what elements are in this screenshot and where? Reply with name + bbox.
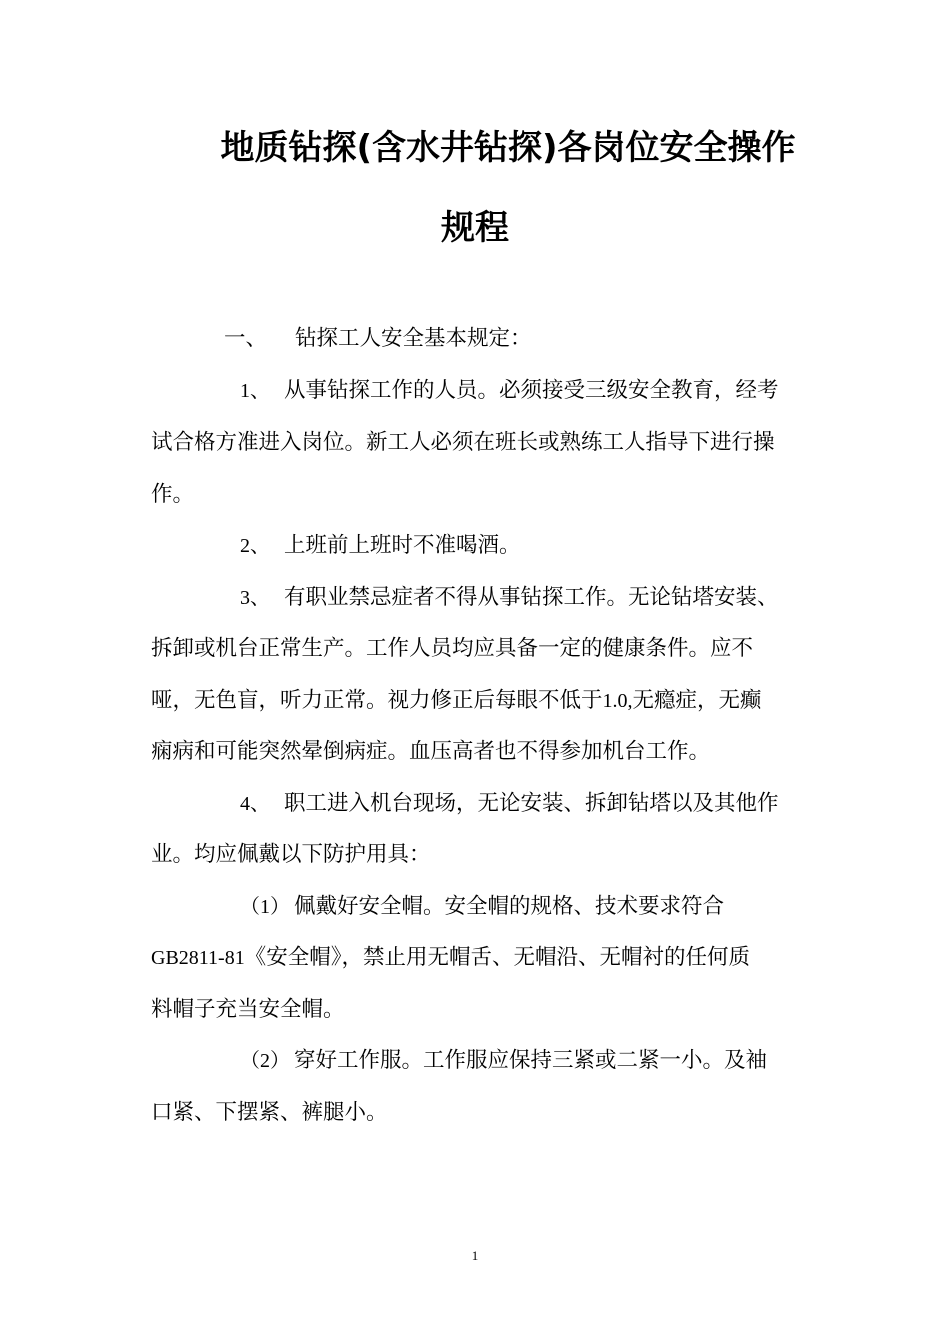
item-4-number: 4、 xyxy=(240,793,270,815)
item-1-line-2: 试合格方准进入岗位。新工人必须在班长或熟练工人指导下进行操 xyxy=(151,430,775,455)
document-title-line-1: 地质钻探(含水井钻探)各岗位安全操作 xyxy=(220,128,796,168)
sub-item-1-number: （1） xyxy=(240,896,290,918)
document-title-line-2: 规程 xyxy=(441,208,509,248)
sub-item-2-number: （2） xyxy=(240,1050,290,1072)
item-3-number: 3、 xyxy=(240,587,270,609)
item-3-vision-value: 1.0, xyxy=(602,690,633,712)
item-2-line-1 xyxy=(240,531,521,561)
item-3-line-3-part-c: 无瘾症，无癫 xyxy=(632,688,762,713)
sub-item-1-line-2-text: 《安全帽》，禁止用无帽舌、无帽沿、无帽衬的任何质 xyxy=(244,945,750,970)
item-3-line-3 xyxy=(151,686,762,716)
page-number: 1 xyxy=(471,1248,479,1263)
item-4-line-1 xyxy=(240,789,779,819)
item-1-line-1 xyxy=(240,376,779,406)
item-3-line-1 xyxy=(240,583,779,613)
sub-item-1-line-1 xyxy=(240,892,724,922)
sub-item-2-text: 穿好工作服。工作服应保持三紧或二紧一小。及袖 xyxy=(294,1048,768,1073)
sub-item-2-line-2: 口紧、下摆紧、裤腿小。 xyxy=(151,1100,388,1125)
section-heading-text: 钻探工人安全基本规定： xyxy=(295,326,532,351)
item-3-text: 有职业禁忌症者不得从事钻探工作。无论钻塔安装、 xyxy=(284,585,779,610)
item-3-line-4: 痫病和可能突然晕倒病症。血压高者也不得参加机台工作。 xyxy=(151,739,711,764)
item-2-text: 上班前上班时不准喝酒。 xyxy=(284,533,521,558)
sub-item-1-line-3: 料帽子充当安全帽。 xyxy=(151,997,345,1022)
section-heading xyxy=(224,324,532,354)
item-3-line-2: 拆卸或机台正常生产。工作人员均应具备一定的健康条件。应不 xyxy=(151,636,754,661)
section-heading-number: 一、 xyxy=(224,326,268,351)
standard-code: GB2811-81 xyxy=(151,947,245,969)
item-1-number: 1、 xyxy=(240,380,270,402)
item-1-line-3: 作。 xyxy=(151,482,195,507)
sub-item-1-text: 佩戴好安全帽。安全帽的规格、技术要求符合 xyxy=(294,894,725,919)
item-2-number: 2、 xyxy=(240,535,270,557)
item-3-line-3-part-a: 哑，无色盲，听力正常。视力修正后每眼不低于 xyxy=(151,688,603,713)
item-4-text: 职工进入机台现场，无论安装、拆卸钻塔以及其他作 xyxy=(284,791,779,816)
item-1-text: 从事钻探工作的人员。必须接受三级安全教育，经考 xyxy=(284,378,779,403)
sub-item-2-line-1 xyxy=(240,1046,767,1076)
item-4-line-2: 业。均应佩戴以下防护用具： xyxy=(151,842,431,867)
sub-item-1-line-2 xyxy=(151,943,750,973)
